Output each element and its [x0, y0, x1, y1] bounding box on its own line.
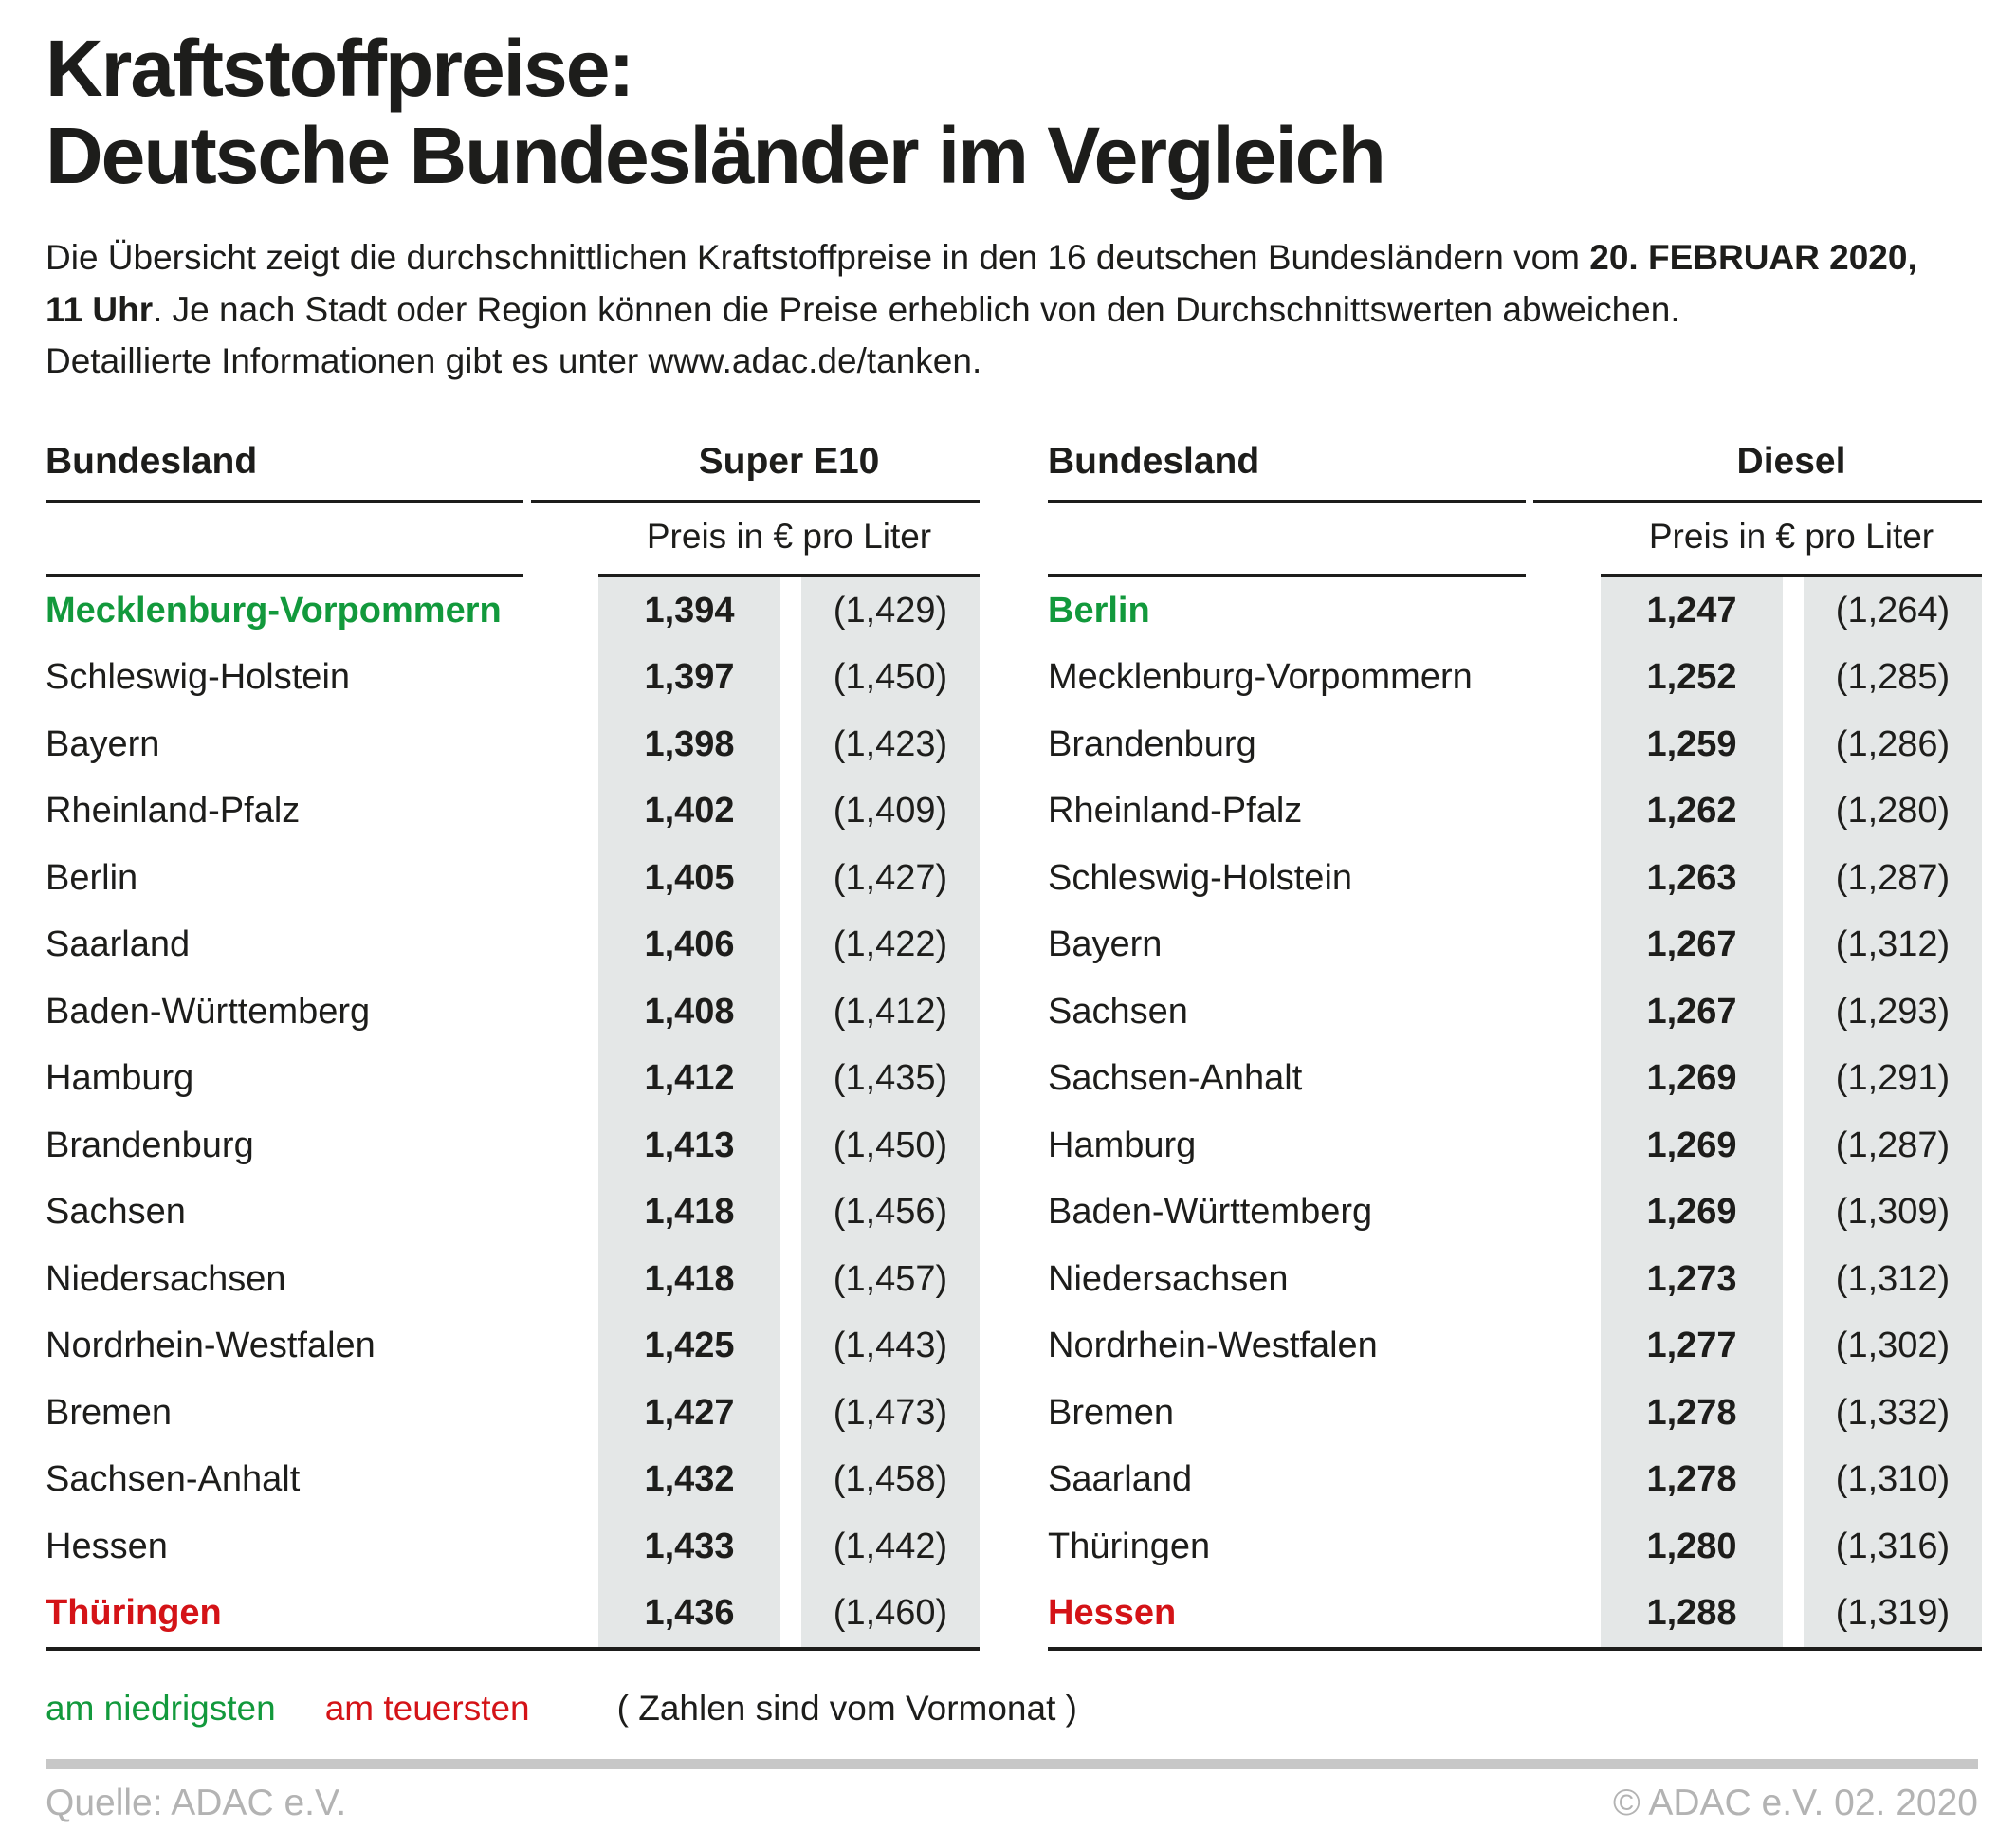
- price-value: 1,247: [1601, 577, 1783, 645]
- price-value: 1,413: [598, 1112, 780, 1180]
- prev-month-price: (1,287): [1804, 1112, 1982, 1180]
- bundesland-name: Baden-Württemberg: [46, 991, 371, 1032]
- bundesland-name: Thüringen: [1048, 1526, 1211, 1566]
- column-gap: [780, 912, 801, 979]
- bundesland-name: Schleswig-Holstein: [1048, 857, 1353, 898]
- table-row: [46, 1180, 980, 1247]
- prev-month-price: (1,310): [1804, 1447, 1982, 1514]
- header-rule: [1048, 500, 1982, 503]
- prev-month-price: (1,312): [1804, 1246, 1982, 1313]
- column-gap: [780, 1447, 801, 1514]
- legend: [46, 1689, 1978, 1729]
- prev-month-price: (1,450): [801, 645, 980, 712]
- prev-month-price: (1,302): [1804, 1313, 1982, 1381]
- prev-month-price: (1,422): [801, 912, 980, 979]
- footer: [46, 1783, 1978, 1824]
- table-bottom-rule: [46, 1647, 980, 1651]
- unit-label: Preis in € pro Liter: [646, 517, 932, 557]
- column-gap: [1783, 778, 1804, 846]
- price-value: 1,425: [598, 1313, 780, 1381]
- bundesland-name: Hessen: [1048, 1593, 1177, 1634]
- bundesland-name: Mecklenburg-Vorpommern: [46, 590, 502, 631]
- bundesland-name: Nordrhein-Westfalen: [46, 1326, 376, 1366]
- prev-month-price: (1,409): [801, 778, 980, 846]
- unit-subheader-row: [1048, 503, 1982, 574]
- prev-month-price: (1,450): [801, 1112, 980, 1180]
- bundesland-name: Baden-Württemberg: [1048, 1192, 1373, 1233]
- prev-month-price: (1,312): [1804, 912, 1982, 979]
- price-value: 1,398: [598, 711, 780, 778]
- column-gap: [780, 845, 801, 912]
- fuel-type-header: Diesel: [1736, 441, 1846, 483]
- price-value: 1,278: [1601, 1380, 1783, 1447]
- column-gap: [1783, 1313, 1804, 1381]
- prev-month-price: (1,287): [1804, 845, 1982, 912]
- intro-date-bold: 20. FEBRUAR 2020,: [1589, 237, 1917, 277]
- price-value: 1,394: [598, 577, 780, 645]
- table-header-row: [46, 441, 980, 500]
- bundesland-name: Thüringen: [46, 1593, 222, 1634]
- bundesland-name: Sachsen: [1048, 991, 1188, 1032]
- table-row: [1048, 1246, 1982, 1313]
- footer-divider-bar: [46, 1759, 1978, 1769]
- price-value: 1,267: [1601, 979, 1783, 1046]
- prev-month-price: (1,473): [801, 1380, 980, 1447]
- column-gap: [1783, 711, 1804, 778]
- bundesland-name: Bremen: [1048, 1392, 1175, 1433]
- table-row: [46, 1447, 980, 1514]
- column-gap: [780, 1112, 801, 1180]
- bundesland-name: Bayern: [1048, 924, 1163, 965]
- intro-text-3: Detaillierte Informationen gibt es unter www.adac.de/tanken.: [46, 341, 982, 381]
- table-rows: [1048, 577, 1982, 1647]
- column-gap: [780, 1380, 801, 1447]
- prev-month-price: (1,412): [801, 979, 980, 1046]
- table-row: [46, 1581, 980, 1648]
- column-gap: [780, 1513, 801, 1581]
- prev-month-price: (1,458): [801, 1447, 980, 1514]
- bundesland-name: Hessen: [46, 1526, 168, 1566]
- unit-subheader-row: [46, 503, 980, 574]
- table-row: [1048, 711, 1982, 778]
- prev-month-price: (1,316): [1804, 1513, 1982, 1581]
- table-row: [46, 1112, 980, 1180]
- column-gap: [1783, 1046, 1804, 1113]
- column-gap: [780, 1046, 801, 1113]
- table-row: [46, 1046, 980, 1113]
- price-value: 1,436: [598, 1581, 780, 1648]
- price-value: 1,269: [1601, 1112, 1783, 1180]
- table-row: [1048, 1313, 1982, 1381]
- price-value: 1,278: [1601, 1447, 1783, 1514]
- column-gap: [780, 1180, 801, 1247]
- price-value: 1,397: [598, 645, 780, 712]
- column-gap: [780, 1246, 801, 1313]
- price-value: 1,262: [1601, 778, 1783, 846]
- prev-month-price: (1,456): [801, 1180, 980, 1247]
- column-gap: [1783, 1180, 1804, 1247]
- table-row: [46, 979, 980, 1046]
- table-row: [1048, 577, 1982, 645]
- column-gap: [1783, 1112, 1804, 1180]
- price-value: 1,288: [1601, 1581, 1783, 1648]
- prev-month-price: (1,332): [1804, 1380, 1982, 1447]
- price-value: 1,252: [1601, 645, 1783, 712]
- prev-month-price: (1,280): [1804, 778, 1982, 846]
- column-gap: [780, 778, 801, 846]
- table-row: [46, 1380, 980, 1447]
- price-value: 1,418: [598, 1246, 780, 1313]
- prev-month-price: (1,427): [801, 845, 980, 912]
- table-row: [1048, 1046, 1982, 1113]
- table-row: [46, 711, 980, 778]
- table-row: [46, 778, 980, 846]
- column-gap: [1783, 1581, 1804, 1648]
- price-table-diesel: [1048, 441, 1982, 1651]
- intro-paragraph: [46, 232, 1942, 388]
- page-title: [46, 25, 1978, 200]
- unit-label: Preis in € pro Liter: [1648, 517, 1934, 557]
- price-value: 1,412: [598, 1046, 780, 1113]
- table-row: [46, 1313, 980, 1381]
- intro-text: Die Übersicht zeigt die durchschnittlichen Kraftstoffpreise in den 16 deutschen Bundesländern vom: [46, 237, 1590, 277]
- table-row: [46, 912, 980, 979]
- bundesland-name: Schleswig-Holstein: [46, 657, 351, 698]
- table-row: [1048, 1180, 1982, 1247]
- price-value: 1,406: [598, 912, 780, 979]
- prev-month-price: (1,460): [801, 1581, 980, 1648]
- table-rows: [46, 577, 980, 1647]
- legend-lowest-label: am niedrigsten: [46, 1689, 276, 1729]
- column-gap: [780, 1313, 801, 1381]
- table-row: [46, 845, 980, 912]
- legend-previous-month-note: ( Zahlen sind vom Vormonat ): [616, 1689, 1077, 1729]
- column-gap: [1783, 577, 1804, 645]
- column-gap: [780, 577, 801, 645]
- bundesland-name: Bremen: [46, 1392, 173, 1433]
- price-value: 1,273: [1601, 1246, 1783, 1313]
- bundesland-name: Sachsen-Anhalt: [46, 1459, 301, 1500]
- table-row: [46, 645, 980, 712]
- bundesland-name: Sachsen-Anhalt: [1048, 1058, 1303, 1099]
- price-value: 1,433: [598, 1513, 780, 1581]
- intro-text-2: . Je nach Stadt oder Region können die Preise erheblich von den Durchschnittswerten abweichen.: [153, 289, 1680, 329]
- bundesland-name: Hamburg: [46, 1058, 194, 1099]
- price-value: 1,405: [598, 845, 780, 912]
- bundesland-name: Nordrhein-Westfalen: [1048, 1326, 1378, 1366]
- column-gap: [1783, 979, 1804, 1046]
- bundesland-column-header: Bundesland: [1048, 441, 1260, 483]
- bundesland-column-header: Bundesland: [46, 441, 258, 483]
- price-value: 1,402: [598, 778, 780, 846]
- prev-month-price: (1,429): [801, 577, 980, 645]
- table-row: [1048, 1581, 1982, 1648]
- prev-month-price: (1,291): [1804, 1046, 1982, 1113]
- price-value: 1,267: [1601, 912, 1783, 979]
- table-bottom-rule: [1048, 1647, 1982, 1651]
- fuel-type-header: Super E10: [698, 441, 880, 483]
- prev-month-price: (1,435): [801, 1046, 980, 1113]
- bundesland-name: Brandenburg: [1048, 723, 1256, 764]
- title-line-1: Kraftstoffpreise:: [46, 24, 633, 113]
- bundesland-name: Niedersachsen: [46, 1258, 286, 1299]
- bundesland-name: Rheinland-Pfalz: [1048, 791, 1303, 832]
- prev-month-price: (1,309): [1804, 1180, 1982, 1247]
- price-value: 1,408: [598, 979, 780, 1046]
- bundesland-name: Brandenburg: [46, 1125, 254, 1165]
- table-row: [1048, 979, 1982, 1046]
- price-value: 1,263: [1601, 845, 1783, 912]
- prev-month-price: (1,264): [1804, 577, 1982, 645]
- table-row: [1048, 845, 1982, 912]
- bundesland-name: Berlin: [46, 857, 138, 898]
- column-gap: [1783, 845, 1804, 912]
- prev-month-price: (1,443): [801, 1313, 980, 1381]
- source-label: Quelle: ADAC e.V.: [46, 1783, 347, 1824]
- column-gap: [1783, 645, 1804, 712]
- prev-month-price: (1,293): [1804, 979, 1982, 1046]
- table-row: [46, 1246, 980, 1313]
- table-header-row: [1048, 441, 1982, 500]
- prev-month-price: (1,457): [801, 1246, 980, 1313]
- legend-highest-label: am teuersten: [324, 1689, 530, 1729]
- column-gap: [780, 1581, 801, 1648]
- table-row: [1048, 1513, 1982, 1581]
- table-row: [46, 577, 980, 645]
- column-gap: [1783, 1513, 1804, 1581]
- bundesland-name: Mecklenburg-Vorpommern: [1048, 657, 1473, 698]
- price-value: 1,269: [1601, 1046, 1783, 1113]
- price-tables-section: [46, 441, 1978, 1651]
- prev-month-price: (1,423): [801, 711, 980, 778]
- price-value: 1,427: [598, 1380, 780, 1447]
- column-gap: [1783, 1246, 1804, 1313]
- bundesland-name: Berlin: [1048, 590, 1150, 631]
- copyright-label: © ADAC e.V. 02. 2020: [1612, 1783, 1978, 1824]
- bundesland-name: Sachsen: [46, 1192, 186, 1233]
- price-value: 1,432: [598, 1447, 780, 1514]
- column-gap: [780, 645, 801, 712]
- column-gap: [1783, 1447, 1804, 1514]
- column-gap: [1783, 1380, 1804, 1447]
- price-value: 1,418: [598, 1180, 780, 1247]
- prev-month-price: (1,286): [1804, 711, 1982, 778]
- column-gap: [780, 979, 801, 1046]
- column-gap: [780, 711, 801, 778]
- header-rule: [46, 500, 980, 503]
- prev-month-price: (1,319): [1804, 1581, 1982, 1648]
- bundesland-name: Hamburg: [1048, 1125, 1197, 1165]
- bundesland-name: Rheinland-Pfalz: [46, 791, 301, 832]
- table-row: [1048, 645, 1982, 712]
- price-value: 1,277: [1601, 1313, 1783, 1381]
- bundesland-name: Bayern: [46, 723, 160, 764]
- table-row: [1048, 912, 1982, 979]
- table-row: [1048, 778, 1982, 846]
- bundesland-name: Saarland: [1048, 1459, 1193, 1500]
- table-row: [1048, 1112, 1982, 1180]
- price-value: 1,269: [1601, 1180, 1783, 1247]
- bundesland-name: Saarland: [46, 924, 191, 965]
- title-line-2: Deutsche Bundesländer im Vergleich: [46, 111, 1384, 201]
- prev-month-price: (1,285): [1804, 645, 1982, 712]
- price-value: 1,259: [1601, 711, 1783, 778]
- table-row: [1048, 1447, 1982, 1514]
- table-row: [46, 1513, 980, 1581]
- intro-time-bold: 11 Uhr: [46, 289, 154, 329]
- table-row: [1048, 1380, 1982, 1447]
- column-gap: [1783, 912, 1804, 979]
- price-table-super-e10: [46, 441, 980, 1651]
- bundesland-name: Niedersachsen: [1048, 1258, 1289, 1299]
- price-value: 1,280: [1601, 1513, 1783, 1581]
- prev-month-price: (1,442): [801, 1513, 980, 1581]
